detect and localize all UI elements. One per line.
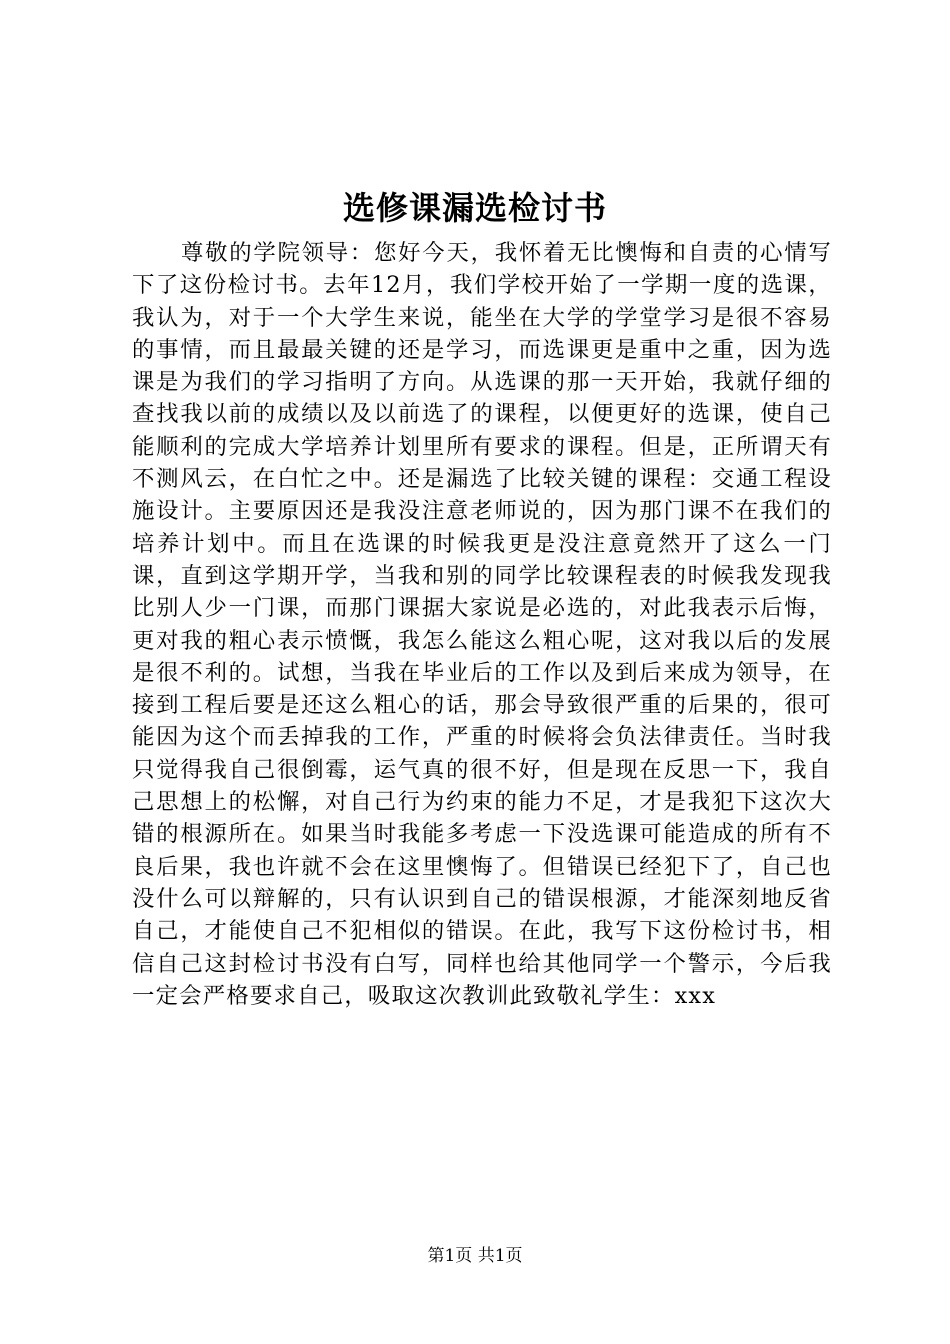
page-number-footer: 第1页 共1页 <box>427 1246 523 1266</box>
document-body: 尊敬的学院领导：您好今天，我怀着无比懊悔和自责的心情写下了这份检讨书。去年12月，我们学校开始了一学期一度的选课，我认为，对于一个大学生来说，能坐在大学的学堂学习是很不容易的事情，而且最最关键的还是学习，而选课更是重中之重，因为选课是为我们的学习指明了方向。从选课的那一天开始，我就仔细的查找我以前的成绩以及以前选了的课程，以便更好的选课，使自己能顺利的完成大学培养计划里所有要求的课程。但是，正所谓天有不测风云，在白忙之中。还是漏选了比较关键的课程：交通工程设施设计。主要原因还是我没注意老师说的，因为那门课不在我们的培养计划中。而且在选课的时候我更是没注意竟然开了这么一门课，直到这学期开学，当我和别的同学比较课程表的时候我发现我比别人少一门课，而那门课据大家说是必选的，对此我表示后悔，更对我的粗心表示愤慨，我怎么能这么粗心呢，这对我以后的发展是很不利的。试想，当我在毕业后的工作以及到后来成为领导，在接到工程后要是还这么粗心的话，那会导致很严重的后果的，很可能因为这个而丢掉我的工作，严重的时候将会负法律责任。当时我只觉得我自己很倒霉，运气真的很不好，但是现在反思一下，我自己思想上的松懈，对自己行为约束的能力不足，才是我犯下这次大错的根源所在。如果当时我能多考虑一下没选课可能造成的所有不良后果，我也许就不会在这里懊悔了。但错误已经犯下了，自己也没什么可以辩解的，只有认识到自己的错误根源，才能深刻地反省自己，才能使自己不犯相似的错误。在此，我写下这份检讨书，相信自己这封检讨书没有白写，同样也给其他同学一个警示，今后我一定会严格要求自己，吸取这次教训此致敬礼学生：xxx <box>132 240 832 1009</box>
document-title: 选修课漏选检讨书 <box>342 189 607 227</box>
